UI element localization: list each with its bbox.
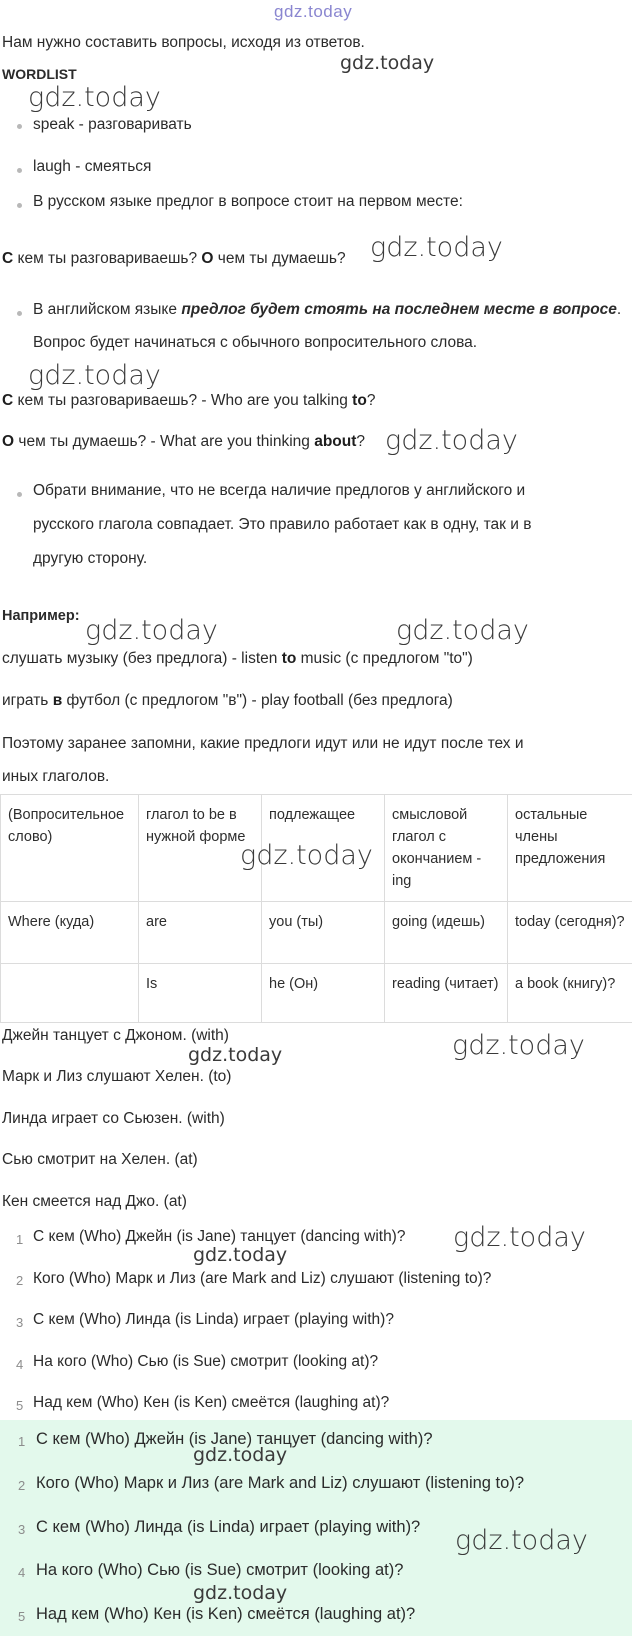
table-cell: reading (читает) xyxy=(385,964,508,1023)
sentence: Марк и Лиз слушают Хелен. (to) xyxy=(2,1068,232,1085)
watermark: gdz.today xyxy=(193,1582,288,1604)
watermark: gdz.today xyxy=(396,615,529,646)
list-number: 1 xyxy=(18,1434,26,1449)
table-row xyxy=(1,964,632,1023)
note-line-3: другую сторону. xyxy=(33,550,148,567)
ru-example xyxy=(2,250,346,268)
ru-example-text-1: кем ты разговариваешь? xyxy=(13,250,202,267)
table-cell: going (идешь) xyxy=(385,902,508,964)
table-row xyxy=(1,902,632,964)
remember-line-2: иных глаголов. xyxy=(2,768,110,785)
example-1-bold: С xyxy=(2,392,14,409)
ru-example-text-2: чем ты думаешь? xyxy=(213,250,346,267)
wordlist-item-laugh: laugh - смеяться xyxy=(33,158,152,175)
table-header-cell: подлежащее xyxy=(262,795,385,902)
watermark: gdz.today xyxy=(340,52,435,74)
answer-box xyxy=(0,1420,632,1636)
list-item: Кого (Who) Марк и Лиз (are Mark and Liz) слушают (listening to)? xyxy=(33,1270,492,1287)
example-2-prep: about xyxy=(314,433,357,450)
table-cell: are xyxy=(139,902,262,964)
example-1-prep: to xyxy=(352,392,367,409)
watermark: gdz.today xyxy=(453,1222,586,1253)
watermark: gdz.today xyxy=(193,1444,288,1466)
list-number: 5 xyxy=(16,1398,24,1413)
wordlist-item-speak: speak - разговаривать xyxy=(33,116,192,133)
table-cell xyxy=(1,964,139,1023)
table-cell: a book (книгу)? xyxy=(508,964,632,1023)
table-header-cell: (Вопросительное слово) xyxy=(1,795,139,902)
example-2-end: ? xyxy=(356,433,366,450)
for-example-heading: Например: xyxy=(2,608,80,624)
list-item: С кем (Who) Джейн (is Jane) танцует (dancing with)? xyxy=(36,1430,433,1448)
watermark: gdz.today xyxy=(193,1244,288,1266)
list-number: 3 xyxy=(18,1522,26,1537)
bullet xyxy=(17,168,22,173)
example-line-1 xyxy=(2,392,375,410)
sentence: Кен смеется над Джо. (at) xyxy=(2,1193,187,1210)
table-cell: Is xyxy=(139,964,262,1023)
wordlist-heading: WORDLIST xyxy=(2,66,77,82)
watermark: gdz.today xyxy=(385,425,518,456)
watermark: gdz.today xyxy=(370,232,503,263)
verb-example-1-a: слушать музыку (без предлога) - listen xyxy=(2,650,282,667)
list-number: 4 xyxy=(16,1357,24,1372)
verb-example-2-b: футбол (с предлогом "в") - play football (без предлога) xyxy=(62,692,453,709)
watermark: gdz.today xyxy=(452,1030,585,1061)
bullet xyxy=(17,124,22,129)
list-item: С кем (Who) Линда (is Linda) играет (playing with)? xyxy=(33,1311,394,1328)
sentence: Джейн танцует с Джоном. (with) xyxy=(2,1027,229,1044)
example-2-bold: О xyxy=(2,433,15,450)
table-cell: today (сегодня)? xyxy=(508,902,632,964)
example-1-end: ? xyxy=(366,392,376,409)
list-item: Над кем (Who) Кен (is Ken) смеётся (laughing at)? xyxy=(33,1394,390,1411)
list-number: 2 xyxy=(16,1273,24,1288)
table-header-cell: глагол to be в нужной форме xyxy=(139,795,262,902)
watermark: gdz.today xyxy=(240,840,373,871)
bullet xyxy=(17,311,22,316)
list-number: 2 xyxy=(18,1478,26,1493)
note-line-1: Обрати внимание, что не всегда наличие предлогов у английского и xyxy=(33,482,526,499)
sentence: Сью смотрит на Хелен. (at) xyxy=(2,1151,198,1168)
watermark: gdz.today xyxy=(85,615,218,646)
example-2-text: чем ты думаешь? - What are you thinking xyxy=(14,433,315,450)
bullet xyxy=(17,492,22,497)
en-rule-line2: Вопрос будет начинаться с обычного вопросительного слова. xyxy=(33,334,478,351)
watermark: gdz.today xyxy=(188,1044,283,1066)
table-cell: he (Он) xyxy=(262,964,385,1023)
table-header-cell: остальные члены предложения xyxy=(508,795,632,902)
verb-example-1-b: music (с предлогом "to") xyxy=(296,650,473,667)
bullet xyxy=(17,203,22,208)
ru-example-bold-1: С xyxy=(2,250,14,267)
watermark-top: gdz.today xyxy=(274,2,353,21)
sentence: Линда играет со Сьюзен. (with) xyxy=(2,1110,225,1127)
note-line-2: русского глагола совпадает. Это правило работает как в одну, так и в xyxy=(33,516,532,533)
watermark: gdz.today xyxy=(28,82,161,113)
list-item: С кем (Who) Джейн (is Jane) танцует (dancing with)? xyxy=(33,1228,406,1245)
en-rule-suffix: . xyxy=(616,301,622,318)
grammar-table xyxy=(0,794,632,1023)
en-rule-emphasis: предлог будет стоять на последнем месте в вопросе xyxy=(181,301,617,318)
verb-example-1-prep: to xyxy=(281,650,297,667)
ru-example-bold-2: О xyxy=(201,250,214,267)
verb-example-2 xyxy=(2,692,453,710)
verb-example-2-a: играть xyxy=(2,692,53,709)
table-cell: you (ты) xyxy=(262,902,385,964)
list-item: С кем (Who) Линда (is Linda) играет (playing with)? xyxy=(36,1518,421,1536)
list-number: 5 xyxy=(18,1609,26,1624)
table-cell: Where (куда) xyxy=(1,902,139,964)
verb-example-1 xyxy=(2,650,473,668)
intro-text: Нам нужно составить вопросы, исходя из ответов. xyxy=(2,34,365,51)
table-header-cell: смысловой глагол с окончанием - ing xyxy=(385,795,508,902)
verb-example-2-prep: в xyxy=(52,692,63,709)
en-rule-prefix: В английском языке xyxy=(33,301,182,318)
list-item: На кого (Who) Сью (is Sue) смотрит (looking at)? xyxy=(33,1353,379,1370)
list-item: Над кем (Who) Кен (is Ken) смеётся (laughing at)? xyxy=(36,1605,416,1623)
ru-rule-text: В русском языке предлог в вопросе стоит на первом месте: xyxy=(33,193,463,210)
list-number: 3 xyxy=(16,1315,24,1330)
list-item: Кого (Who) Марк и Лиз (are Mark and Liz) слушают (listening to)? xyxy=(36,1474,524,1492)
watermark: gdz.today xyxy=(28,360,161,391)
remember-line-1: Поэтому заранее запомни, какие предлоги идут или не идут после тех и xyxy=(2,735,524,752)
list-item: На кого (Who) Сью (is Sue) смотрит (looking at)? xyxy=(36,1561,404,1579)
example-line-2 xyxy=(2,433,365,451)
example-1-text: кем ты разговариваешь? - Who are you talking xyxy=(13,392,353,409)
en-rule-line1 xyxy=(33,301,621,319)
list-number: 1 xyxy=(16,1232,24,1247)
watermark: gdz.today xyxy=(455,1525,588,1556)
list-number: 4 xyxy=(18,1565,26,1580)
